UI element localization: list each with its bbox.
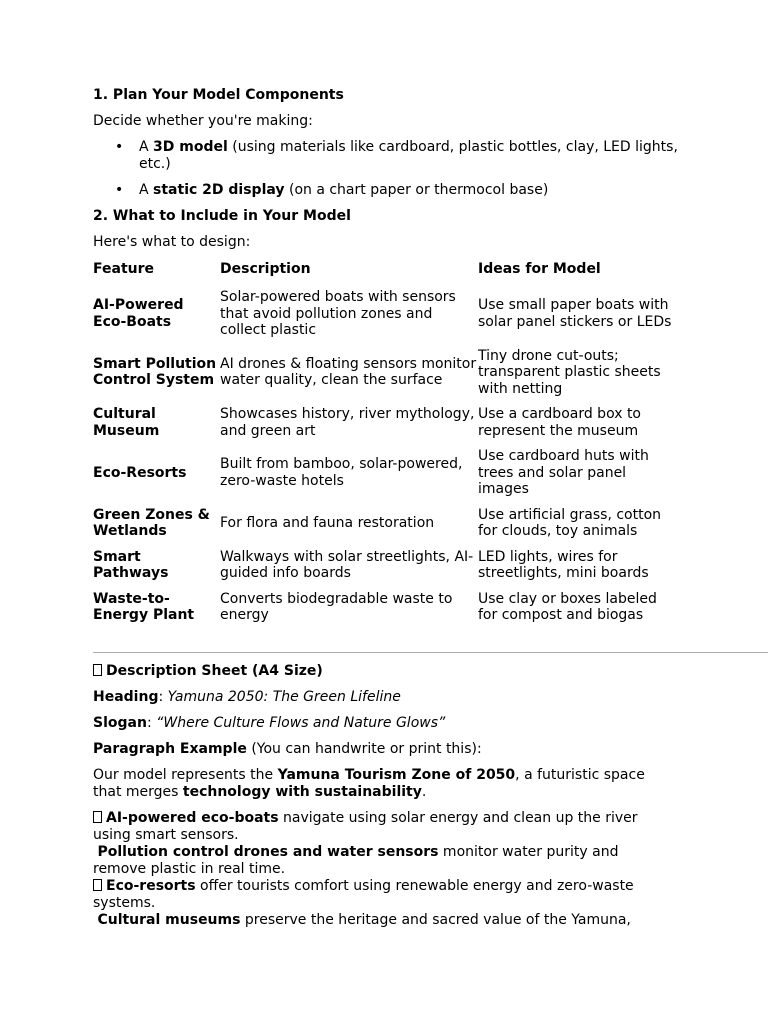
description-cell: For flora and fauna restoration [220,514,435,531]
ideas-cell: Use cardboard huts with trees and solar panel images [478,448,649,497]
feature-paragraph: AI-powered eco-boats navigate using solar energy and clean up the river using smart sensors. Pollution control drones and water sensors monitor water purity and remove plastic in real time. Eco-resorts offer tourists comfort using renewable energy and zero-waste systems. Cultural museums preserve the heritage and sacred value of the Yamuna, [93,810,638,928]
ideas-cell: Use artificial grass, cotton for clouds, toy animals [478,506,662,539]
description-cell: AI drones & floating sensors monitor water quality, clean the surface [220,355,477,389]
sheet-title: Description Sheet (A4 Size) [93,663,653,680]
model-type-list [93,139,699,199]
description-cell: Showcases history, river mythology, and green art [220,406,475,439]
table-row [93,289,678,348]
ideas-cell: Use small paper boats with solar panel stickers or LEDs [478,297,672,330]
missing-glyph-icon [93,879,102,891]
table-row [93,549,678,591]
table-row [93,507,678,549]
document-body [93,87,768,633]
table-header-row [93,260,678,289]
model-summary: Our model represents the Yamuna Tourism Zone of 2050, a futuristic space that merges technology with sustainability. [93,767,645,800]
slogan-line: Slogan: “Where Culture Flows and Nature Glows” [93,715,446,731]
description-cell: Walkways with solar streetlights, AI-guided info boards [220,548,474,581]
section1-intro: Decide whether you're making: [93,113,313,129]
column-header-description: Description [220,261,311,277]
feature-cell: Waste-to-Energy Plant [93,590,195,623]
feature-cell: Cultural Museum [93,406,160,439]
heading-line: Heading: Yamuna 2050: The Green Lifeline [93,689,401,705]
feature-cell: Green Zones & Wetlands [93,506,210,539]
section2-intro: Here's what to design: [93,234,251,250]
column-header-ideas: Ideas for Model [478,261,601,277]
list-item: • A 3D model (using materials like cardboard, plastic bottles, clay, LED lights, etc.) [139,139,699,173]
missing-glyph-icon [93,811,102,823]
table-row [93,448,678,507]
description-sheet [93,663,653,929]
ideas-cell: Use clay or boxes labeled for compost and biogas [478,590,657,623]
ideas-cell: Tiny drone cut-outs; transparent plastic sheets with netting [478,347,661,397]
feature-cell: AI-Powered Eco-Boats [93,297,184,330]
paragraph-example-line: Paragraph Example (You can handwrite or print this): [93,741,482,757]
list-item: • A static 2D display (on a chart paper or thermocol base) [139,182,699,199]
table-row [93,348,678,407]
description-cell: Built from bamboo, solar-powered, zero-waste hotels [220,456,463,489]
column-header-feature: Feature [93,261,154,277]
feature-cell: Eco-Resorts [93,464,187,481]
feature-cell: Smart Pathways [93,548,169,581]
description-cell: Converts biodegradable waste to energy [220,590,453,623]
table-row [93,591,678,633]
missing-glyph-icon [93,664,102,676]
feature-cell: Smart Pollution Control System [93,355,217,389]
section2-heading: 2. What to Include in Your Model [93,208,351,224]
feature-table [93,260,678,633]
horizontal-divider [93,652,768,653]
section1-heading: 1. Plan Your Model Components [93,87,344,103]
table-row [93,406,678,448]
ideas-cell: Use a cardboard box to represent the museum [478,406,641,439]
description-cell: Solar-powered boats with sensors that avoid pollution zones and collect plastic [220,289,456,338]
ideas-cell: LED lights, wires for streetlights, mini boards [478,548,649,581]
